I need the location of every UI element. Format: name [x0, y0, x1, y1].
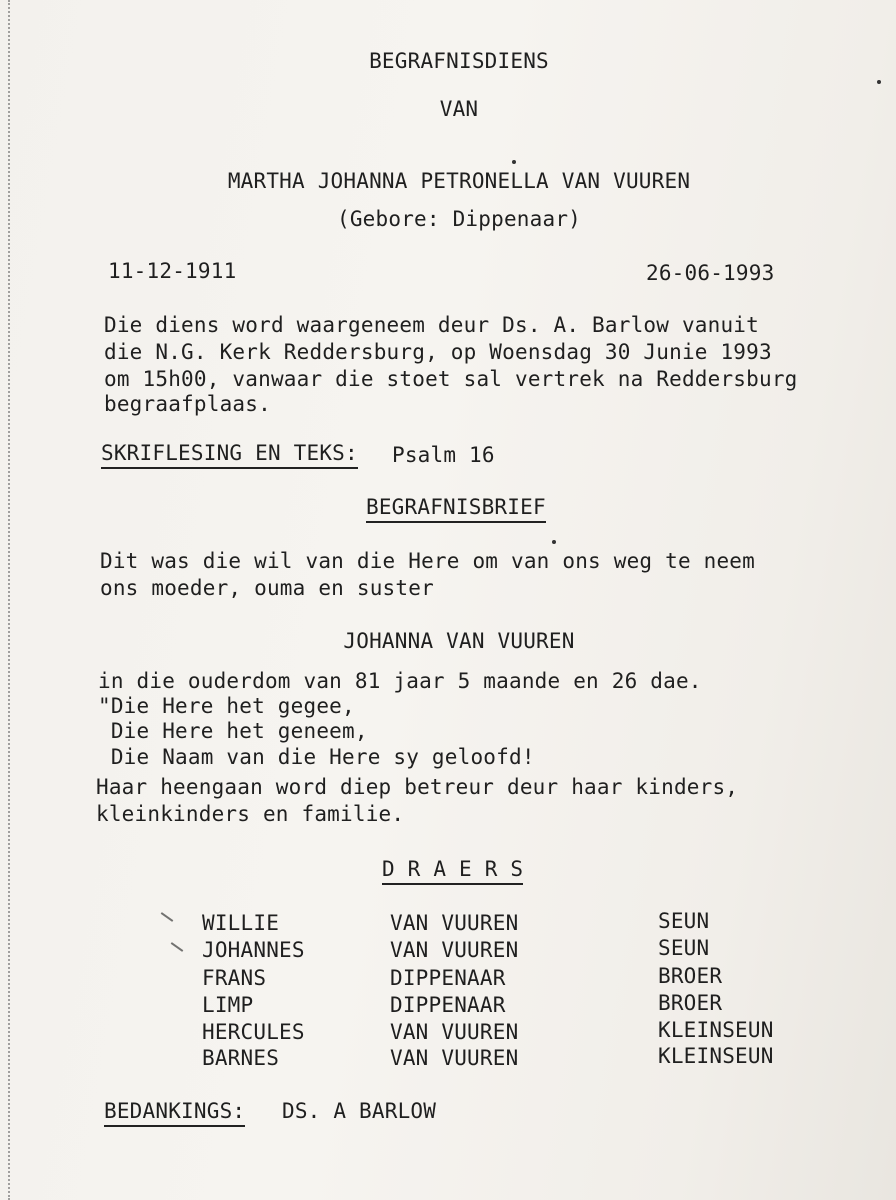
pen-tick-mark	[171, 942, 184, 952]
scripture-text: Psalm 16	[392, 443, 495, 467]
bearer-last-name: VAN VUUREN	[390, 1020, 519, 1044]
document-title: BEGRAFNISDIENS	[369, 49, 549, 73]
maiden-name: (Gebore: Dippenaar)	[336, 207, 582, 231]
service-line: om 15h00, vanwaar die stoet sal vertrek na Reddersburg	[104, 367, 798, 391]
thanks-text: DS. A BARLOW	[282, 1099, 437, 1123]
letter-line: Dit was die wil van die Here om van ons weg te neem	[100, 549, 755, 573]
bearer-relation: KLEINSEUN	[658, 1018, 774, 1042]
bearer-first-name: WILLIE	[202, 911, 280, 935]
bearer-first-name: FRANS	[202, 966, 267, 990]
bearer-first-name: HERCULES	[202, 1020, 305, 1044]
bearer-relation: BROER	[658, 964, 723, 988]
deceased-name: MARTHA JOHANNA PETRONELLA VAN VUUREN	[227, 169, 691, 193]
death-date: 26-06-1993	[646, 261, 775, 285]
bearer-relation: SEUN	[658, 909, 710, 933]
bearer-last-name: DIPPENAAR	[390, 966, 506, 990]
bearer-first-name: JOHANNES	[202, 938, 305, 962]
short-name: JOHANNA VAN VUUREN	[343, 629, 575, 653]
ink-speck	[552, 540, 556, 544]
bearers-heading: D R A E R S	[382, 856, 523, 885]
verse-line: "Die Here het gegee,	[98, 694, 355, 718]
service-line: die N.G. Kerk Reddersburg, op Woensdag 30 Junie 1993	[104, 340, 772, 364]
pen-tick-mark	[161, 912, 174, 922]
scripture-label: SKRIFLESING EN TEKS:	[101, 440, 358, 469]
ink-speck	[877, 80, 881, 84]
bearer-relation: SEUN	[658, 936, 710, 960]
letter-line: ons moeder, ouma en suster	[100, 576, 434, 600]
ink-speck	[512, 160, 516, 164]
van-line: VAN	[439, 97, 479, 121]
bearer-last-name: VAN VUUREN	[390, 938, 519, 962]
verse-line: Die Naam van die Here sy geloofd!	[98, 745, 535, 769]
bearer-relation: KLEINSEUN	[658, 1044, 774, 1068]
service-line: begraafplaas.	[104, 392, 271, 416]
letter-heading: BEGRAFNISBRIEF	[366, 494, 546, 523]
birth-date: 11-12-1911	[108, 259, 237, 283]
bearer-last-name: DIPPENAAR	[390, 993, 506, 1017]
bearer-first-name: LIMP	[202, 993, 254, 1017]
thanks-label: BEDANKINGS:	[104, 1098, 245, 1127]
mourning-line: Haar heengaan word diep betreur deur haar kinders,	[96, 775, 739, 799]
bearer-first-name: BARNES	[202, 1046, 280, 1070]
verse-line: Die Here het geneem,	[98, 719, 368, 743]
bearer-last-name: VAN VUUREN	[390, 911, 519, 935]
age-line: in die ouderdom van 81 jaar 5 maande en 26 dae.	[98, 669, 702, 693]
mourning-line: kleinkinders en familie.	[96, 802, 405, 826]
service-line: Die diens word waargeneem deur Ds. A. Barlow vanuit	[104, 313, 759, 337]
bearer-last-name: VAN VUUREN	[390, 1046, 519, 1070]
bearer-relation: BROER	[658, 991, 723, 1015]
